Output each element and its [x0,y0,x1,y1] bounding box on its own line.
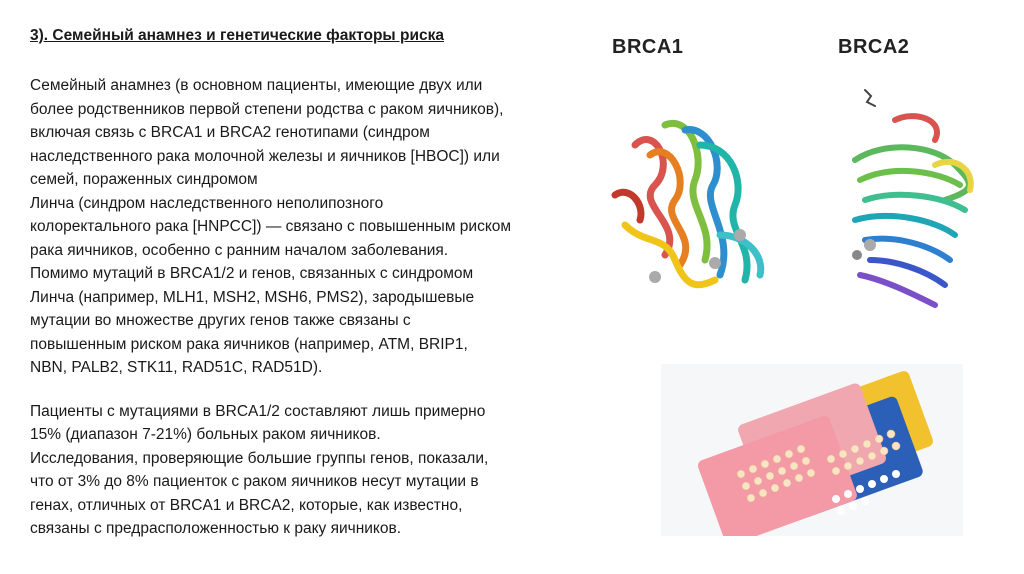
brca1-label: BRCA1 [612,36,684,58]
brca2-structure-image [835,70,995,315]
text-line: колоректального рака [HNPCC]) — связано с повышенным риском [30,218,512,235]
text-line: семей, пораженных синдромом [30,171,258,188]
pill-packs-image [661,364,963,536]
text-line: генах, отличных от BRCA1 и BRCA2, которые, как известно, [30,496,463,514]
text-line: Помимо мутаций в BRCA1/2 и генов, связанных с синдромом [30,265,474,282]
text-line: Исследования, проверяющие большие группы генов, показали, [30,449,489,467]
text-line: наследственного рака молочной железы и яичников [HBOC]) или [30,147,500,165]
text-line: рака яичников, особенно с ранним началом заболевания. [30,241,449,259]
brca1-structure-image [595,85,785,315]
paragraph-2 [30,400,590,541]
text-line: Линча (например, MLH1, MSH2, MSH6, PMS2), зародышевые [30,288,475,306]
text-column [30,26,590,541]
text-line: что от 3% до 8% пациенток с раком яичников несут мутации в [30,473,479,490]
slide-heading: 3). Семейный анамнез и генетические факторы риска [30,27,444,44]
paragraph-1 [30,74,590,380]
text-line: Линча (синдром наследственного неполипозного [30,194,384,212]
text-line: связаны с предрасположенностью к раку яичников. [30,520,402,537]
brca2-label: BRCA2 [838,36,910,58]
text-line: более родственников первой степени родства с раком яичников), [30,100,504,118]
text-line: Семейный анамнез (в основном пациенты, имеющие двух или [30,77,483,94]
text-line: 15% (диапазон 7-21%) больных раком яичников. [30,426,381,443]
text-line: Пациенты с мутациями в BRCA1/2 составляют лишь примерно [30,402,486,420]
text-line: повышенным риском рака яичников (например, ATM, BRIP1, [30,335,468,353]
text-line: мутации во множестве других генов также связаны с [30,312,411,329]
paragraph-spacer [30,380,590,400]
text-line: NBN, PALB2, STK11, RAD51C, RAD51D). [30,359,323,376]
text-line: включая связь с BRCA1 и BRCA2 генотипами (синдром [30,124,430,141]
